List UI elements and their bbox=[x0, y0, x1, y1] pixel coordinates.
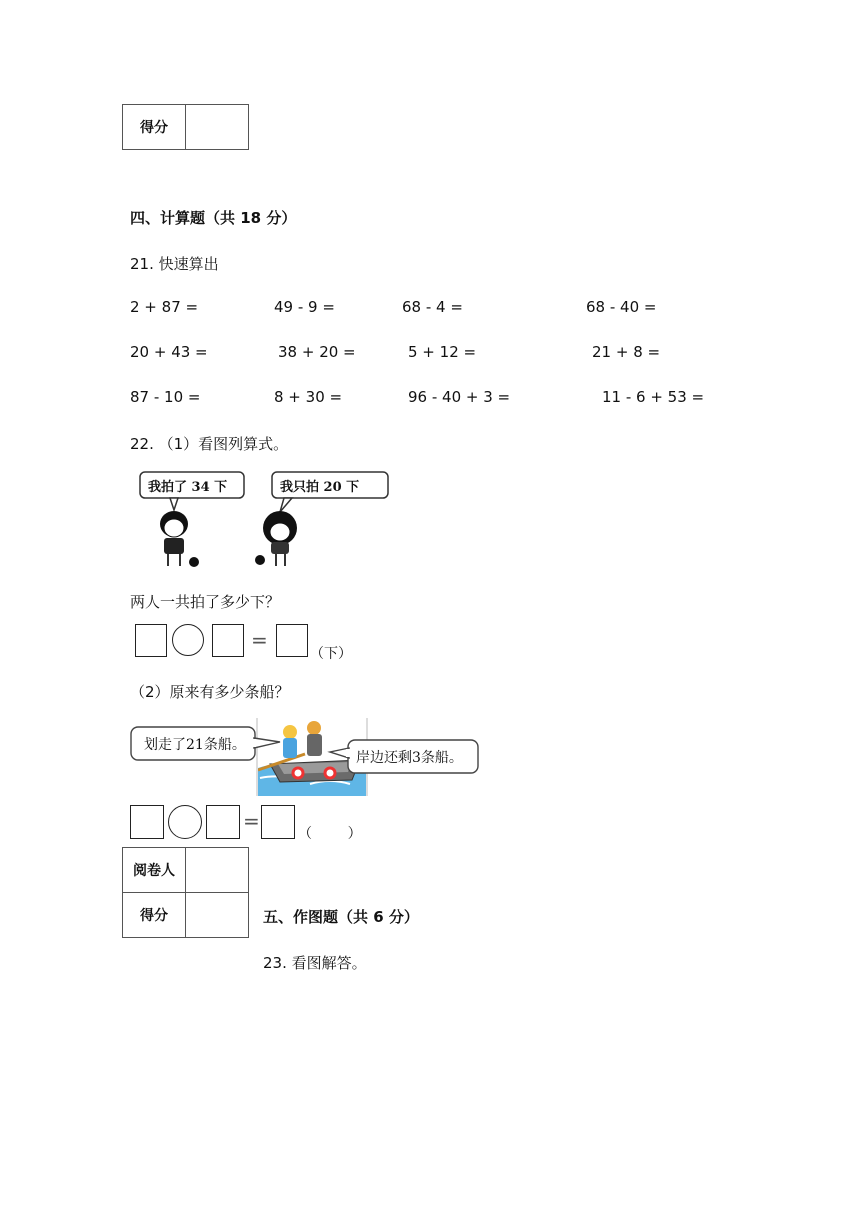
boat-illustration bbox=[130, 718, 482, 796]
question-21-title: 21. 快速算出 bbox=[130, 255, 219, 273]
reviewer-value-cell[interactable] bbox=[186, 848, 249, 893]
girl-speech-text: 我只拍 20 下 bbox=[280, 480, 360, 495]
left-speech-text: 划走了21条船。 bbox=[144, 737, 246, 753]
section-5-heading: 五、作图题（共 6 分） bbox=[263, 908, 419, 926]
equation: 49 - 9 = bbox=[274, 298, 335, 316]
equation: 38 + 20 = bbox=[278, 343, 356, 361]
equation: 2 + 87 = bbox=[130, 298, 199, 316]
answer-box[interactable] bbox=[206, 805, 240, 839]
equation: 20 + 43 = bbox=[130, 343, 208, 361]
unit-label: （下） bbox=[310, 646, 352, 662]
equation: 21 + 8 = bbox=[592, 343, 661, 361]
equals-sign: = bbox=[251, 628, 268, 652]
score-label: 得分 bbox=[123, 893, 186, 938]
equals-sign: = bbox=[243, 809, 260, 833]
section-4-heading: 四、计算题（共 18 分） bbox=[130, 209, 297, 227]
equation: 68 - 4 = bbox=[402, 298, 463, 316]
answer-box[interactable] bbox=[276, 624, 308, 657]
answer-box[interactable] bbox=[130, 805, 164, 839]
question-23-title: 23. 看图解答。 bbox=[263, 954, 367, 972]
score-box-top bbox=[122, 104, 249, 150]
equation: 68 - 40 = bbox=[586, 298, 657, 316]
bouncing-ball-illustration bbox=[130, 466, 410, 570]
operator-circle[interactable] bbox=[172, 624, 204, 656]
question-22-title: 22. （1）看图列算式。 bbox=[130, 435, 289, 453]
equation: 8 + 30 = bbox=[274, 388, 343, 406]
score-value-cell[interactable] bbox=[186, 893, 249, 938]
operator-circle[interactable] bbox=[168, 805, 202, 839]
unit-blank: （ ） bbox=[298, 826, 362, 842]
equation: 5 + 12 = bbox=[408, 343, 477, 361]
right-speech-text: 岸边还剩3条船。 bbox=[356, 750, 463, 766]
score-value-cell[interactable] bbox=[186, 105, 249, 150]
equation: 96 - 40 + 3 = bbox=[408, 388, 511, 406]
reviewer-label: 阅卷人 bbox=[123, 848, 186, 893]
question-22-1-prompt: 两人一共拍了多少下？ bbox=[130, 593, 281, 611]
equation: 87 - 10 = bbox=[130, 388, 201, 406]
answer-box[interactable] bbox=[261, 805, 295, 839]
score-label: 得分 bbox=[123, 105, 186, 150]
answer-box[interactable] bbox=[135, 624, 167, 657]
answer-box[interactable] bbox=[212, 624, 244, 657]
boy-speech-text: 我拍了 34 下 bbox=[148, 480, 228, 495]
equation: 11 - 6 + 53 = bbox=[602, 388, 705, 406]
question-22-2-prompt: （2）原来有多少条船？ bbox=[130, 683, 290, 701]
score-box-bottom bbox=[122, 847, 249, 938]
